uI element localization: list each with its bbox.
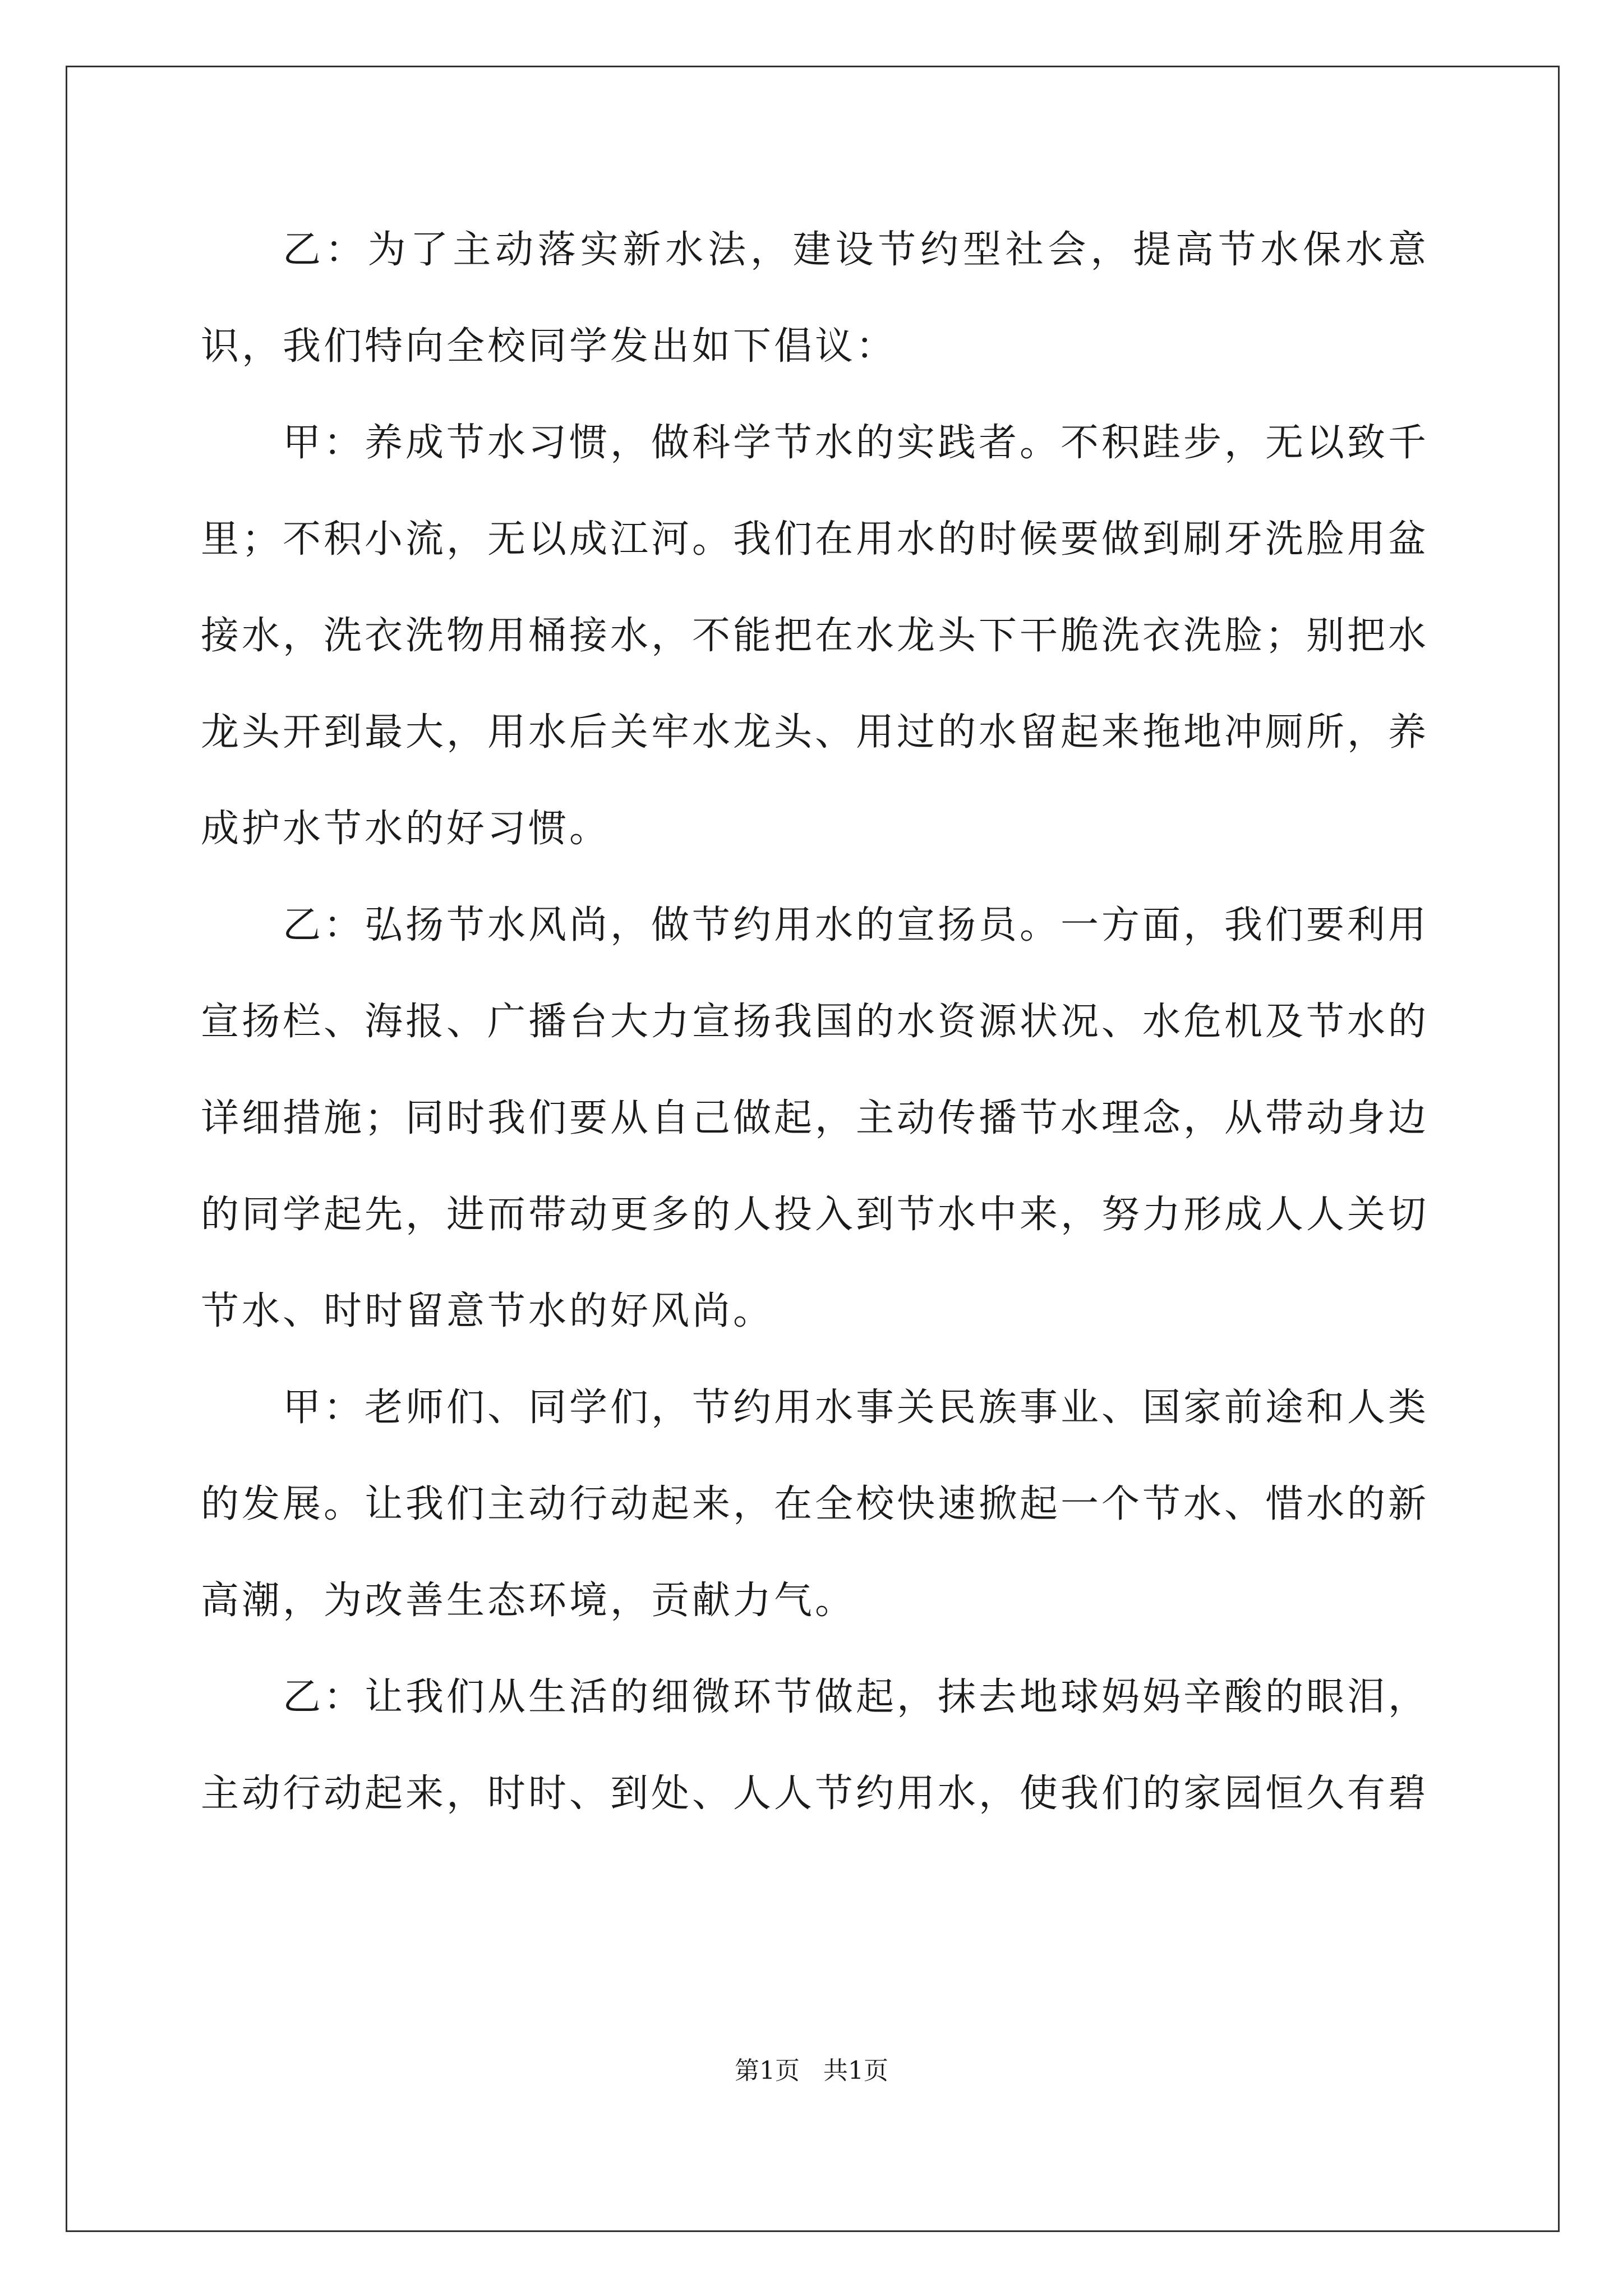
paragraph-3: 乙：弘扬节水风尚，做节约用水的宣扬员。一方面，我们要利用宣扬栏、海报、广播台大力宣扬我国的水资源状况、水危机及节水的详细措施；同时我们要从自己做起，主动传播节水理念，从带动身边的同学起先，进而带动更多的人投入到节水中来，努力形成人人关切节水、时时留意节水的好风尚。 bbox=[201, 903, 1430, 1333]
paragraph-1: 乙：为了主动落实新水法，建设节约型社会，提高节水保水意识，我们特向全校同学发出如下倡议： bbox=[201, 228, 1429, 369]
page-footer: 第1页 共1页 bbox=[735, 2056, 888, 2085]
document-body bbox=[201, 202, 1429, 1842]
paragraph-5: 乙：让我们从生活的细微环节做起，抹去地球妈妈辛酸的眼泪，主动行动起来，时时、到处、人人节约用水，使我们的家园恒久有碧 bbox=[201, 1675, 1430, 1816]
paragraph-2: 甲：养成节水习惯，做科学节水的实践者。不积跬步，无以致千里；不积小流，无以成江河。我们在用水的时候要做到刷牙洗脸用盆接水，洗衣洗物用桶接水，不能把在水龙头下干脆洗衣洗脸；别把水龙头开到最大，用水后关牢水龙头、用过的水留起来拖地冲厕所，养成护水节水的好习惯。 bbox=[201, 421, 1430, 851]
paragraph-4: 甲：老师们、同学们，节约用水事关民族事业、国家前途和人类的发展。让我们主动行动起来，在全校快速掀起一个节水、惜水的新高潮，为改善生态环境，贡献力气。 bbox=[201, 1386, 1430, 1623]
